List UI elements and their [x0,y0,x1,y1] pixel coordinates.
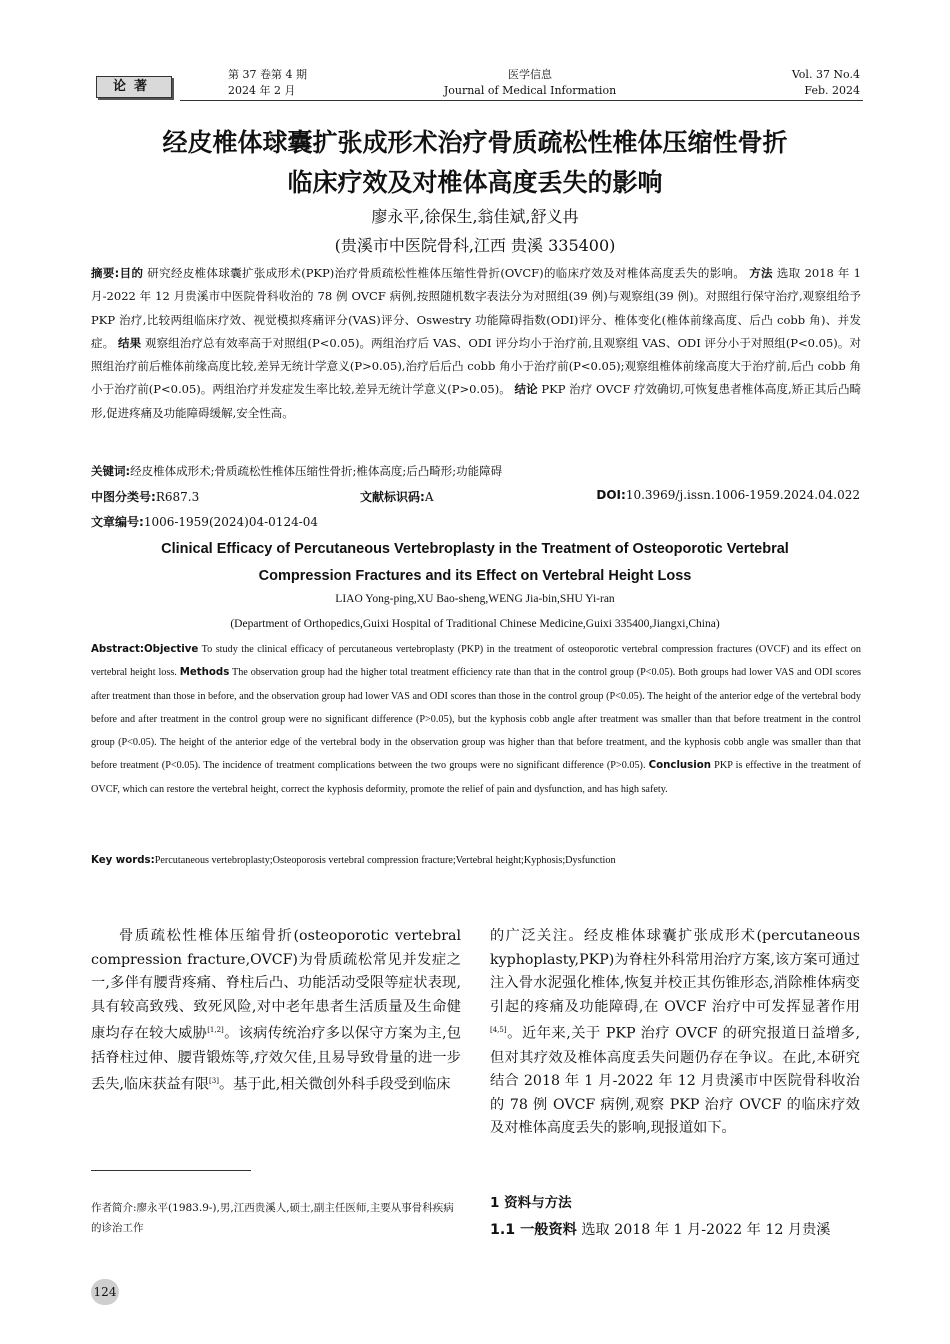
abstract-en-label: Abstract:Objective [91,644,199,655]
body-left-paragraph [91,925,461,1098]
section-heading-1: 1 资料与方法 [490,1195,572,1211]
abstract-en-conclusion: PKP is effective in the treatment of OVCF, which can restore the vertebral height, correct the kyphosis deformity, promote the relief of pain and dysfunction, and has high safety. [91,760,862,795]
section-1-1 [490,1219,860,1243]
date-en: Feb. 2024 [804,84,860,97]
doi-value: 10.3969/j.issn.1006-1959.2024.04.022 [625,488,860,502]
date-cn: 2024 年 2 月 [228,84,296,97]
section-tag: 论著 [96,76,172,98]
body-left-text-2: 。该病传统治疗多以保守方案为主,包括脊柱过伸、腰背锻炼等,疗效欠佳,且易导致骨量的进一步丢失,临床获益有限 [91,1026,461,1094]
abstract-cn-conclusion-label: 结论 [514,382,538,397]
header-rule [180,100,863,101]
doc-value: A [424,490,434,504]
affiliation-cn: (贵溪市中医院骨科,江西 贵溪 335400) [334,236,616,255]
title-en-line-1: Clinical Efficacy of Percutaneous Vertebroplasty in the Treatment of Osteoporotic Vertebral [161,541,789,557]
abstract-cn-conclusion: PKP 治疗 OVCF 疗效确切,可恢复患者椎体高度,矫正其后凸畸形,促进疼痛及功能障碍缓解,安全性高。 [91,382,862,420]
keywords-cn-label: 关键词: [91,464,131,478]
abstract-cn-results: 观察组治疗总有效率高于对照组(P<0.05)。两组治疗后 VAS、ODI 评分均小于治疗前,且观察组 VAS、ODI 评分小于对照组(P<0.05)。对照组治疗前后椎体前缘高度比较,差异无统计学意义(P>0.05),治疗后后凸 cobb 角小于治疗前(P<0.05);观察组椎体前缘高度大于治疗前,后凸 cobb 角小于治疗前(P<0.05)。两组治疗并发症发生率比较,差异无统计学意义(P>0.05)。 [91,335,861,397]
body-right-text-2: 。近年来,关于 PKP 治疗 OVCF 的研究报道日益增多,但对其疗效及椎体高度丢失问题仍存在争议。在此,本研究结合 2018 年 1 月-2022 年 12 月贵溪市中医院骨科收治的 78 例 OVCF 病例,观察 PKP 治疗 OVCF 的临床疗效及对椎体高度丢失的影响,现报道如下。 [490,1026,860,1137]
abstract-cn-label: 摘要:目的 [91,266,144,280]
doi-label: DOI: [596,488,626,502]
article-value: 1006-1959(2024)04-0124-04 [143,515,319,529]
keywords-cn-text: 经皮椎体成形术;骨质疏松性椎体压缩性骨折;椎体高度;后凸畸形;功能障碍 [130,464,503,478]
abstract-cn [91,262,861,425]
clc-label: 中图分类号: [91,490,156,504]
abstract-cn-results-label: 结果 [117,335,142,350]
document-code [360,488,433,505]
volume-cn: 第 37 卷第 4 期 [228,68,307,81]
article-label: 文章编号: [91,515,144,529]
citation-3: [3] [209,1077,219,1086]
citation-1-2: [1,2] [207,1026,224,1035]
journal-cn: 医学信息 [508,68,552,81]
footnote-rule [91,1170,251,1171]
doc-label: 文献标识码: [360,490,425,504]
body-left-text-1: 骨质疏松性椎体压缩骨折(osteoporotic vertebral compression fracture,OVCF)为骨质疏松常见并发症之一,多伴有腰背疼痛、脊柱后凸、功能活动受限等症状表现,具有较高致残、致死风险,对中老年患者生活质量及生命健康均存在较大威胁 [91,928,461,1043]
abstract-en-conclusion-label: Conclusion [648,760,711,772]
body-left-text-3: 。基于此,相关微创外科手段受到临床 [218,1077,451,1094]
article-number [91,513,318,530]
affiliation-en: (Department of Orthopedics,Guixi Hospital of Traditional Chinese Medicine,Guixi 335400,Jiangxi,China) [230,618,720,630]
section-1-1-text: 选取 2018 年 1 月-2022 年 12 月贵溪 [581,1222,831,1238]
abstract-cn-methods: 选取 2018 年 1 月-2022 年 12 月贵溪市中医院骨科收治的 78 例 OVCF 病例,按照随机数字表法分为对照组(39 例)与观察组(39 例)。对照组行保守治疗,观察组给予 PKP 治疗,比较两组临床疗效、视觉模拟疼痛评分(VAS)评分、Oswestry 功能障碍指数(ODI)评分、椎体变化(椎体前缘高度、后凸 cobb 角)、并发症。 [91,266,861,350]
doi [560,488,860,502]
volume-en: Vol. 37 No.4 [791,68,860,81]
title-line-1: 经皮椎体球囊扩张成形术治疗骨质疏松性椎体压缩性骨折 [162,128,788,157]
authors-en: LIAO Yong-ping,XU Bao-sheng,WENG Jia-bin,SHU Yi-ran [335,593,615,605]
abstract-en [91,638,861,801]
abstract-en-methods-label: Methods [179,667,230,679]
keywords-en [91,849,861,872]
title-line-2: 临床疗效及对椎体高度丢失的影响 [287,168,663,197]
clc-number [91,488,199,505]
abstract-cn-objective: 研究经皮椎体球囊扩张成形术(PKP)治疗骨质疏松性椎体压缩性骨折(OVCF)的临床疗效及对椎体高度丢失的影响。 [147,266,746,280]
abstract-en-methods: The observation group had the higher total treatment efficiency rate than that in the control group (P<0.05). Both groups had lower VAS and ODI scores after treatment than those in before, and the observation group had lower VAS and ODI scores than those in the control group (P<0.05). The height of the anterior edge of the vertebral body before and after treatment in the control group were no significant difference (P>0.05), but the kyphosis cobb angle after treatment was smaller than that before treatment in the control group (P<0.05). The height of the anterior edge of the vertebral body in the observation group was higher than that before treatment, and the kyphosis cobb angle was smaller than that before treatment (P<0.05). The incidence of treatment complications between the two groups were no significant difference (P>0.05). [91,667,861,772]
author-footnote: 作者简介:廖永平(1983.9-),男,江西贵溪人,硕士,副主任医师,主要从事骨科疾病的诊治工作 [91,1202,454,1234]
title-en-line-2: Compression Fractures and its Effect on Vertebral Height Loss [258,568,692,584]
body-right-text-1: 的广泛关注。经皮椎体球囊扩张成形术(percutaneous kyphoplasty,PKP)为脊柱外科常用治疗方案,该方案可通过注入骨水泥强化椎体,恢复并校正其伤锥形态,消除椎体病变引起的疼痛及功能障碍,在 OVCF 治疗中可发挥显著作用 [490,928,860,1015]
citation-4-5: [4,5] [490,1026,507,1035]
authors-cn: 廖永平,徐保生,翁佳斌,舒义冉 [371,207,579,226]
clc-value: R687.3 [155,490,200,504]
body-right-paragraph [490,925,860,1141]
abstract-en-objective: To study the clinical efficacy of percutaneous vertebroplasty (PKP) in the treatment of osteoporotic vertebral compression fractures (OVCF) and its effect on vertebral height loss. [91,644,861,679]
journal-en: Journal of Medical Information [443,84,617,97]
section-1-1-label: 1.1 一般资料 [490,1222,577,1238]
keywords-en-label: Key words: [91,855,155,866]
page-number: 124 [91,1279,119,1305]
keywords-cn [91,460,861,483]
keywords-en-text: Percutaneous vertebroplasty;Osteoporosis vertebral compression fracture;Vertebral height;Kyphosis;Dysfunction [154,855,616,866]
abstract-cn-methods-label: 方法 [749,266,773,280]
